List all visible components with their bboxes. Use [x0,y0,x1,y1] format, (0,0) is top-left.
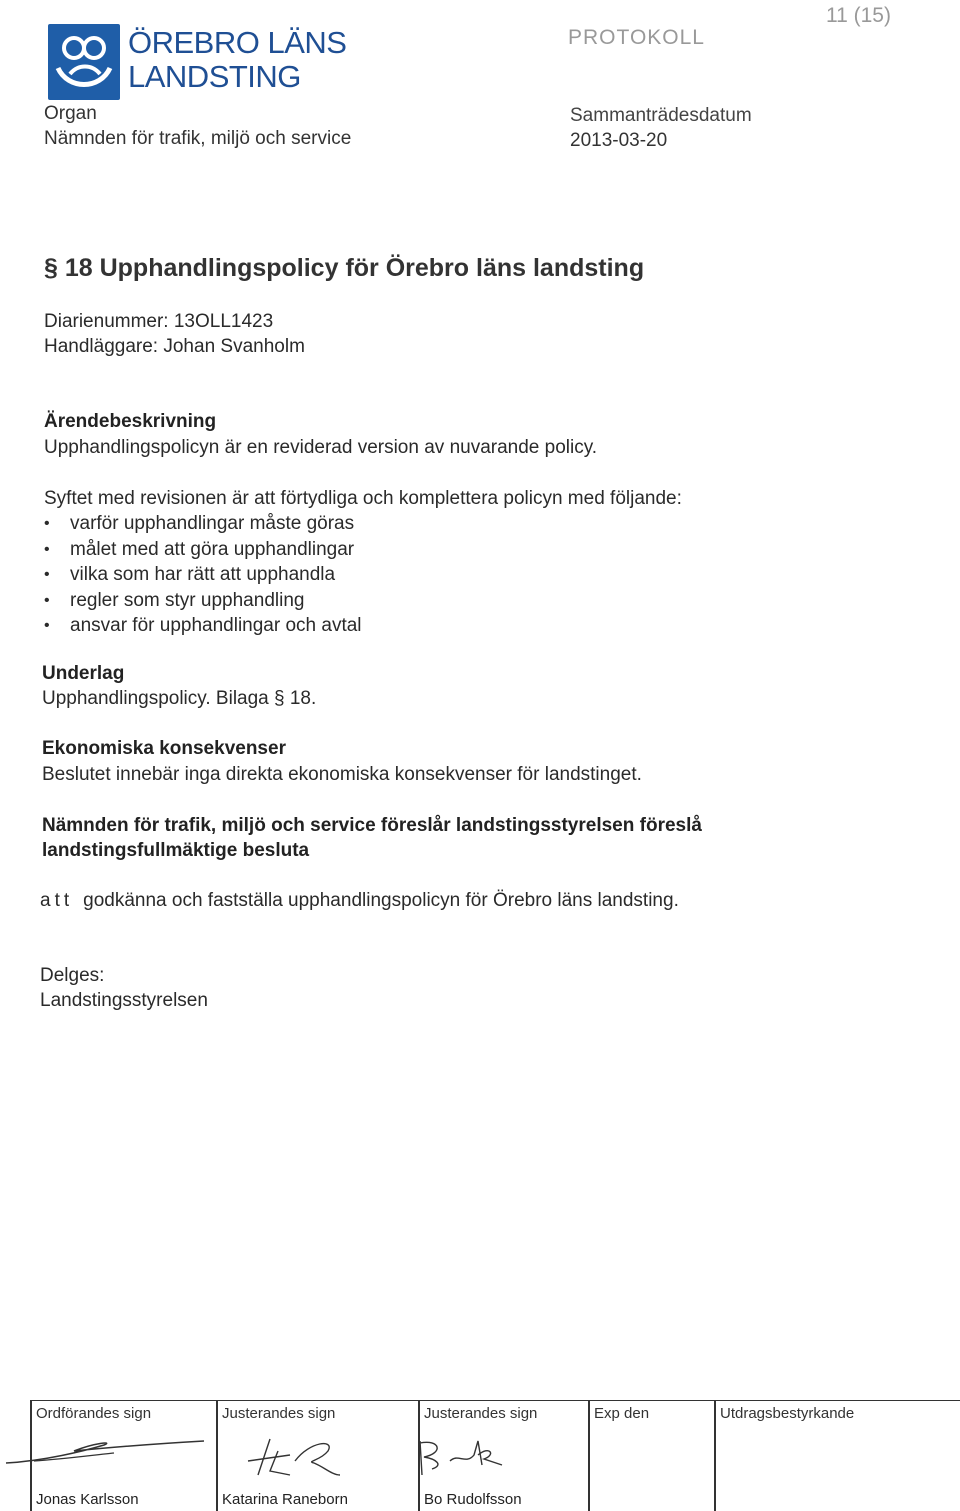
organization-name [128,26,346,94]
chair-handwritten-signature [4,1431,214,1471]
section-title: § 18 Upphandlingspolicy för Örebro läns landsting [44,254,645,282]
organ-value: Nämnden för trafik, miljö och service [44,128,352,149]
case-number: Diarienummer: 13OLL1423 [44,311,274,332]
adjuster1-handwritten-signature [240,1431,350,1481]
extract-certification-label: Utdragsbestyrkande [720,1405,855,1422]
list-item: • varför upphandlingar måste göras [44,511,362,537]
adjuster2-handwritten-signature [414,1435,514,1479]
meeting-date-value: 2013-03-20 [570,130,668,151]
organ-label: Organ [44,103,97,124]
basis-heading: Underlag [42,663,125,684]
list-item: • vilka som har rätt att upphandla [44,562,362,588]
signature-table [30,1400,960,1511]
purpose-list [44,511,362,639]
chair-name: Jonas Karlsson [36,1491,139,1508]
case-officer: Handläggare: Johan Svanholm [44,336,305,357]
adjuster1-signature-label: Justerandes sign [222,1405,336,1422]
page-number: 11 (15) [826,4,891,27]
distribution-value: Landstingsstyrelsen [40,990,208,1011]
adjuster2-name: Bo Rudolfsson [424,1491,522,1508]
list-item: • regler som styr upphandling [44,588,362,614]
decision-text: godkänna och fastställa upphandlingspolicyn för Örebro läns landsting. [83,890,679,911]
adjuster2-signature-label: Justerandes sign [424,1405,538,1422]
basis-text: Upphandlingspolicy. Bilaga § 18. [42,688,317,709]
adjuster1-name: Katarina Raneborn [222,1491,348,1508]
case-description-heading: Ärendebeskrivning [44,411,217,432]
decision-clause [40,890,679,912]
county-council-logo-icon [48,24,120,100]
economic-heading: Ekonomiska konsekvenser [42,738,286,759]
meeting-date-label: Sammanträdesdatum [570,105,752,126]
dispatch-cell [588,1401,714,1511]
proposal-line2: landstingsfullmäktige besluta [42,840,310,861]
logo-figure-icon [48,24,120,100]
distribution-label: Delges: [40,965,105,986]
extract-certification-cell [714,1401,960,1511]
economic-text: Beslutet innebär inga direkta ekonomiska konsekvenser för landstinget. [42,764,642,785]
list-item: • ansvar för upphandlingar och avtal [44,613,362,639]
organization-name-line2: LANDSTING [128,59,301,94]
chair-signature-label: Ordförandes sign [36,1405,152,1422]
case-description-text: Upphandlingspolicyn är en reviderad version av nuvarande policy. [44,437,598,458]
purpose-text: Syftet med revisionen är att förtydliga och komplettera policyn med följande: [44,488,682,509]
proposal-line1: Nämnden för trafik, miljö och service föreslår landstingsstyrelsen föreslå [42,815,702,836]
decision-keyword: att [40,890,74,911]
document-type: PROTOKOLL [568,26,705,49]
dispatch-label: Exp den [594,1405,650,1422]
list-item: • målet med att göra upphandlingar [44,537,362,563]
organization-name-line1: ÖREBRO LÄNS [128,25,347,60]
